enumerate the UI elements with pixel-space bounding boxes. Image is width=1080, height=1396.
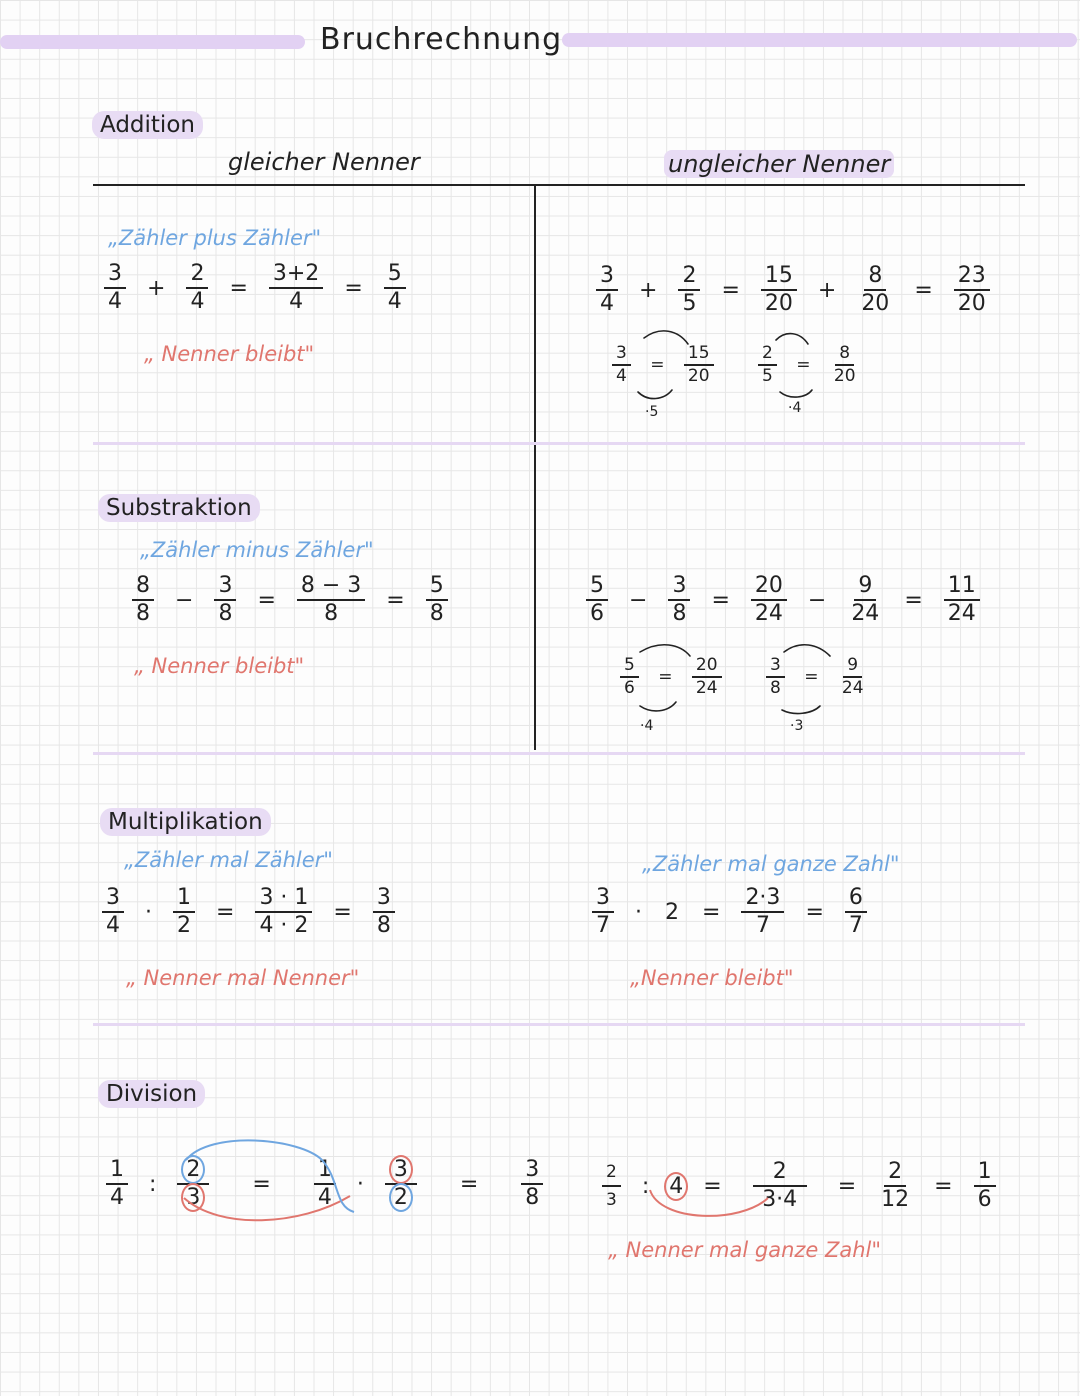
fraction: $\frac{1}{2}$: [173, 886, 195, 938]
page-title: Bruchrechnung: [320, 22, 563, 57]
multiplikation-equation-left: $\frac{3}{4}$ · $\frac{1}{2}$ = $\frac{3 \cdot 1}{4 \cdot 2}$ = $\frac{3}{8}$: [96, 886, 401, 938]
subtraktion-expand-1: $\frac{5}{6}$ = $\frac{20}{24}$: [614, 656, 728, 698]
addition-expand-1-factor: ·5: [645, 404, 659, 420]
subtraktion-expand-2: $\frac{3}{8}$ = $\frac{9}{24}$: [760, 656, 874, 698]
fraction: $\frac{5}{8}$: [426, 574, 448, 626]
division-note: „ Nenner mal ganze Zahl": [608, 1238, 882, 1262]
fraction: $\frac{6}{7}$: [845, 886, 867, 938]
column-header-left: gleicher Nenner: [228, 148, 420, 176]
fraction: $\frac{1}{4}$: [106, 1158, 128, 1210]
multiplikation-rule-left: „Zähler mal Zähler": [124, 848, 333, 872]
fraction: $\frac{2}{12}$: [881, 1159, 910, 1212]
fraction: $\frac{2}{5}$: [678, 264, 700, 316]
column-divider: [534, 184, 536, 750]
fraction: $\frac{3}{4}$: [104, 262, 126, 314]
subtraktion-note: „ Nenner bleibt": [134, 654, 305, 678]
fraction: $\frac{8}{20}$: [861, 263, 890, 316]
subtraktion-expand-2-factor: ·3: [790, 718, 804, 734]
section-label-subtraktion: Substraktion: [98, 494, 260, 522]
fraction: $\frac{3+2}{4}$: [269, 262, 323, 314]
separator-3: [93, 1023, 1025, 1026]
fraction: $\frac{2}{4}$: [186, 262, 208, 314]
fraction: $\frac{2}{3}$: [602, 1160, 621, 1212]
addition-equation-right: $\frac{3}{4}$ + $\frac{2}{5}$ = $\frac{15}{20}$ + $\frac{8}{20}$ = $\frac{23}{20}$: [590, 264, 996, 316]
section-label-division: Division: [98, 1080, 205, 1108]
multiplikation-note-left: „ Nenner mal Nenner": [126, 966, 360, 990]
fraction: $\frac{2\cdot 3}{7}$: [741, 886, 784, 938]
column-header-right: ungleicher Nenner: [664, 150, 894, 178]
subtraktion-equation-right: $\frac{5}{6}$ − $\frac{3}{8}$ = $\frac{20}{24}$ − $\frac{9}{24}$ = $\frac{11}{24}$: [580, 574, 986, 626]
separator-2: [93, 752, 1025, 755]
fraction: $\frac{3}{8}$: [373, 886, 395, 938]
division-equation-left: $\frac{1}{4}$ : $\frac{2}{3}$ = $\frac{1}{4}$ · $\frac{3}{2}$ = $\frac{3}{8}$: [100, 1158, 549, 1210]
title-highlight-left: [0, 35, 305, 49]
fraction: $\frac{20}{24}$: [751, 574, 787, 626]
header-rule: [93, 184, 1025, 186]
fraction: $\frac{1}{6}$: [974, 1160, 996, 1212]
fraction: $\frac{3}{8}$: [521, 1158, 543, 1210]
fraction: $\frac{8}{8}$: [132, 574, 154, 626]
fraction: $\frac{11}{24}$: [944, 574, 980, 626]
multiplikation-equation-right: $\frac{3}{7}$ · 2 = $\frac{2\cdot 3}{7}$ = $\frac{6}{7}$: [586, 886, 873, 938]
fraction: $\frac{3}{8}$: [214, 574, 236, 626]
fraction: $\frac{9}{24}$: [851, 573, 880, 626]
fraction: $\frac{3}{2}$: [385, 1158, 417, 1210]
subtraktion-equation-left: $\frac{8}{8}$ − $\frac{3}{8}$ = $\frac{8 - 3}{8}$ = $\frac{5}{8}$: [126, 574, 454, 626]
fraction: $\frac{3}{7}$: [592, 886, 614, 938]
fraction: $\frac{5}{4}$: [384, 262, 406, 314]
title-highlight-right: [562, 33, 1077, 47]
addition-equation-left: $\frac{3}{4}$ + $\frac{2}{4}$ = $\frac{3+2}{4}$ = $\frac{5}{4}$: [98, 262, 412, 314]
fraction: $\frac{3}{8}$: [668, 574, 690, 626]
fraction: $\frac{3}{4}$: [102, 886, 124, 938]
separator-1: [93, 442, 1025, 445]
fraction: $\frac{23}{20}$: [954, 264, 990, 316]
addition-note: „ Nenner bleibt": [144, 342, 315, 366]
section-label-addition: Addition: [92, 111, 203, 139]
fraction: $\frac{2}{3}$: [177, 1158, 209, 1210]
division-equation-right: $\frac{2}{3}$ : 4 = $\frac{2}{3\cdot 4}$ = $\frac{2}{12}$ = $\frac{1}{6}$: [596, 1160, 1002, 1212]
fraction: $\frac{3}{4}$: [596, 264, 618, 316]
addition-expand-2: $\frac{2}{5}$ = $\frac{8}{20}$: [752, 344, 866, 386]
fraction: $\frac{2}{3\cdot 4}$: [753, 1160, 807, 1212]
multiplikation-rule-right: „Zähler mal ganze Zahl": [642, 852, 900, 876]
section-label-multiplikation: Multiplikation: [100, 808, 271, 836]
fraction: $\frac{1}{4}$: [314, 1158, 336, 1210]
addition-rule: „Zähler plus Zähler": [108, 226, 322, 250]
fraction: $\frac{15}{20}$: [761, 264, 797, 316]
fraction: $\frac{5}{6}$: [586, 574, 608, 626]
subtraktion-expand-1-factor: ·4: [640, 718, 654, 734]
multiplikation-note-right: „Nenner bleibt": [630, 966, 794, 990]
addition-expand-1: $\frac{3}{4}$ = $\frac{15}{20}$: [606, 344, 720, 386]
fraction: $\frac{3 \cdot 1}{4 \cdot 2}$: [255, 886, 312, 938]
addition-expand-2-factor: ·4: [788, 400, 802, 416]
subtraktion-rule: „Zähler minus Zähler": [140, 538, 374, 562]
fraction: $\frac{8 - 3}{8}$: [297, 574, 365, 626]
